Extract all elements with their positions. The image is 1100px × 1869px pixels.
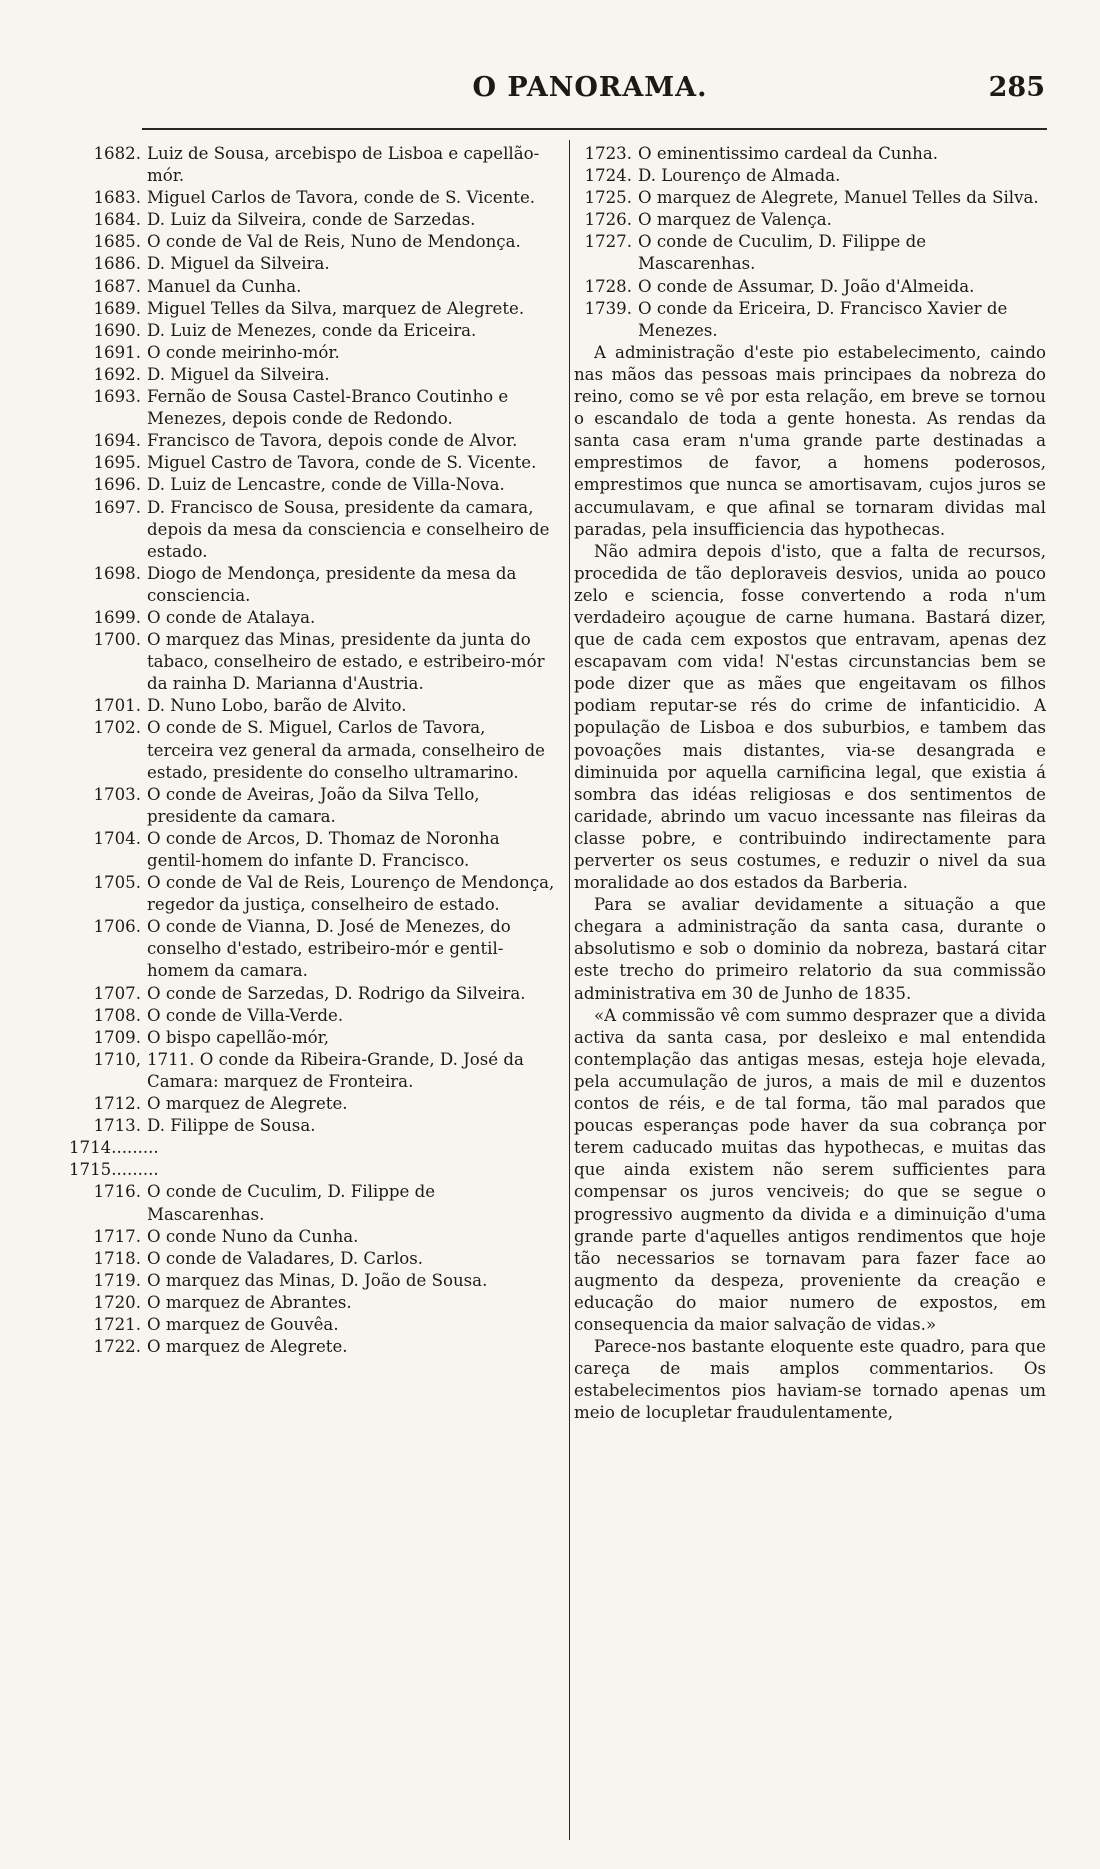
list-entry [574, 209, 1046, 231]
entry-year: 1696. [93, 475, 141, 495]
entry-year: 1699. [93, 607, 141, 627]
entry-year: 1712. [93, 1094, 141, 1114]
entry-text: Diogo de Mendonça, presidente da mesa da consciencia. [147, 563, 517, 605]
list-entry [69, 320, 557, 342]
entry-text: 1711. O conde da Ribeira-Grande, D. José da Camara: marquez de Fronteira. [147, 1049, 524, 1091]
list-entry [69, 474, 557, 496]
list-entry [574, 187, 1046, 209]
entry-year: 1724. [584, 166, 632, 186]
entry-year: 1717. [93, 1226, 141, 1246]
list-entry [69, 1159, 557, 1181]
entry-text: D. Miguel da Silveira. [147, 364, 330, 384]
body-paragraph: Parece-nos bastante eloquente este quadro, para que careça de mais amplos commentarios. Os estabelecimentos pios haviam-se tornado apenas um meio de locupletar fraudulentamente, [574, 1337, 1046, 1423]
entry-year: 1722. [93, 1337, 141, 1357]
entry-text: O marquez de Valença. [638, 210, 832, 230]
entry-text: D. Nuno Lobo, barão de Alvito. [147, 696, 407, 716]
header-rule [142, 128, 1047, 130]
entry-text: Miguel Telles da Silva, marquez de Alegrete. [147, 298, 525, 318]
column-divider [569, 140, 570, 1840]
list-entry [69, 784, 557, 828]
entry-text: O conde de Arcos, D. Thomaz de Noronha gentil-homem do infante D. Francisco. [147, 828, 500, 870]
entry-text: O bispo capellão-mór, [147, 1027, 330, 1047]
entry-text: O conde de S. Miguel, Carlos de Tavora, terceira vez general da armada, conselheiro de estado, presidente do conselho ultramarino. [147, 718, 545, 782]
entry-year: 1707. [93, 983, 141, 1003]
entry-year: 1713. [93, 1116, 141, 1136]
entry-year: 1705. [93, 873, 141, 893]
entry-text: O marquez de Abrantes. [147, 1292, 352, 1312]
list-entry [69, 187, 557, 209]
list-entry [69, 209, 557, 231]
entry-text: O marquez de Alegrete. [147, 1094, 348, 1114]
list-entry [574, 165, 1046, 187]
body-paragraph: Não admira depois d'isto, que a falta de recursos, procedida de tão deploraveis desvios, unida ao pouco zelo e sciencia, fosse convertendo a roda n'um verdadeiro açougue de carne humana. Bastará dizer, que de cada cem expostos que entravam, apenas dez escapavam com vida! N'estas circunstancias bem se pode dizer que as mães que engeitavam os filhos podiam reputar-se rés do crime de infanticidio. A população de Lisboa e dos suburbios, e tambem das povoações mais distantes, via-se desangrada e diminuida por aquella carnificina legal, que existia á sombra das idéas religiosas e dos sentimentos de caridade, abrindo um vacuo incessante nas fileiras da classe pobre, e contribuindo indirectamente para perverter os seus costumes, e reduzir o nivel da sua moralidade ao dos estados da Barberia. [574, 541, 1046, 893]
entry-text: O conde de Villa-Verde. [147, 1005, 344, 1025]
entry-year: 1700. [93, 630, 141, 650]
list-entry [69, 1314, 557, 1336]
entry-year: 1690. [93, 320, 141, 340]
list-entry [574, 231, 1046, 275]
list-entry [69, 1027, 557, 1049]
entry-year: 1682. [93, 144, 141, 163]
body-paragraph: «A commissão vê com summo desprazer que a divida activa da santa casa, por desleixo e mal entendida contemplação das antigas mesas, esteja hoje elevada, pela accumulação de juros, a mais de mil e duzentos contos de réis, e de tal forma, tão mal parados que poucas esperanças pode haver da sua cobrança por terem caducado muitas das hypothecas, e muitas das que ainda existem não serem sufficientes para compensar os juros venciveis; do que se segue o progressivo augmento da divida e a diminuição d'uma grande parte d'aquelles antigos rendimentos que hoje tão necessarios se tornavam para fazer face ao augmento da despeza, proveniente da creação e educação do maior numero de expostos, em consequencia da maior salvação de vidas.» [574, 1005, 1046, 1334]
entry-year: 1692. [93, 364, 141, 384]
entry-text: O marquez de Gouvêa. [147, 1314, 339, 1334]
entry-year: 1703. [93, 784, 141, 804]
list-entry [69, 1270, 557, 1292]
list-entry [69, 497, 557, 563]
entry-text: O conde meirinho-mór. [147, 342, 340, 362]
entry-text: O conde de Sarzedas, D. Rodrigo da Silveira. [147, 983, 526, 1003]
entry-text: Miguel Carlos de Tavora, conde de S. Vicente. [147, 188, 536, 208]
list-entry [574, 298, 1046, 342]
list-entry [69, 1181, 557, 1225]
list-entry [69, 143, 557, 187]
list-entry [69, 1137, 557, 1159]
entry-year: 1723. [584, 144, 632, 163]
entry-year: 1727. [584, 232, 632, 252]
entry-text: D. Luiz da Silveira, conde de Sarzedas. [147, 210, 476, 230]
list-entry [69, 695, 557, 717]
entry-year: 1720. [93, 1292, 141, 1312]
right-column-list [574, 143, 1046, 342]
entry-text: D. Francisco de Sousa, presidente da camara, depois da mesa da consciencia e conselheiro de estado. [147, 497, 550, 561]
list-entry [69, 364, 557, 386]
list-entry [69, 1336, 557, 1358]
list-entry [69, 872, 557, 916]
entry-year: 1709. [93, 1027, 141, 1047]
entry-year: 1726. [584, 210, 632, 230]
entry-year: 1716. [93, 1182, 141, 1202]
list-entry [69, 276, 557, 298]
body-paragraph: Para se avaliar devidamente a situação a que chegara a administração da santa casa, durante o absolutismo e sob o dominio da nobreza, bastará citar este trecho do primeiro relatorio da sua commissão administrativa em 30 de Junho de 1835. [574, 895, 1046, 1003]
list-entry [69, 430, 557, 452]
page-number: 285 [988, 72, 1045, 103]
entry-text: O conde Nuno da Cunha. [147, 1226, 359, 1246]
entry-text: D. Luiz de Lencastre, conde de Villa-Nova. [147, 475, 505, 495]
entry-year: 1718. [93, 1248, 141, 1268]
entry-text: Francisco de Tavora, depois conde de Alvor. [147, 431, 518, 451]
list-entry [69, 386, 557, 430]
right-column [574, 143, 1046, 1424]
entry-text: O eminentissimo cardeal da Cunha. [638, 144, 939, 163]
entry-text: O marquez das Minas, D. João de Sousa. [147, 1270, 488, 1290]
list-entry [69, 1248, 557, 1270]
entry-year: 1739. [584, 298, 632, 318]
list-entry [69, 607, 557, 629]
body-paragraph: A administração d'este pio estabelecimento, caindo nas mãos das pessoas mais principaes da nobreza do reino, como se vê por esta relação, em breve se tornou o escandalo de toda a gente honesta. As rendas da santa casa eram n'uma grande parte destinadas a emprestimos de favor, a homens poderosos, emprestimos que nunca se amortisavam, cujos juros se accumulavam, e que afinal se tornaram dividas mal paradas, pela insufficiencia das hypothecas. [574, 342, 1046, 539]
entry-year: 1710, [93, 1049, 141, 1069]
entry-text: O conde de Cuculim, D. Filippe de Mascarenhas. [638, 232, 927, 274]
list-entry [69, 717, 557, 783]
entry-text: D. Filippe de Sousa. [147, 1116, 316, 1136]
list-entry [69, 563, 557, 607]
list-entry [69, 1226, 557, 1248]
list-entry [69, 298, 557, 320]
entry-year: 1691. [93, 342, 141, 362]
entry-text: O conde de Vianna, D. José de Menezes, do conselho d'estado, estribeiro-mór e gentil-homem da camara. [147, 917, 511, 981]
entry-year: 1686. [93, 254, 141, 274]
list-entry [69, 1005, 557, 1027]
entry-text: D. Lourenço de Almada. [638, 166, 841, 186]
entry-year: 1689. [93, 298, 141, 318]
entry-text: O conde de Val de Reis, Nuno de Mendonça. [147, 232, 521, 252]
list-entry [69, 1115, 557, 1137]
list-entry [69, 253, 557, 275]
entry-text: 1714......... [69, 1138, 159, 1158]
list-entry [69, 452, 557, 474]
entry-text: O marquez de Alegrete, Manuel Telles da Silva. [638, 188, 1039, 208]
entry-text: Fernão de Sousa Castel-Branco Coutinho e Menezes, depois conde de Redondo. [147, 387, 509, 429]
list-entry [69, 983, 557, 1005]
journal-title: O PANORAMA. [472, 72, 708, 103]
entry-year: 1719. [93, 1270, 141, 1290]
entry-text: D. Luiz de Menezes, conde da Ericeira. [147, 320, 477, 340]
entry-year: 1685. [93, 232, 141, 252]
list-entry [69, 231, 557, 253]
entry-text: 1715......... [69, 1160, 159, 1180]
entry-year: 1698. [93, 563, 141, 583]
entry-text: O conde da Ericeira, D. Francisco Xavier de Menezes. [638, 298, 1008, 340]
entry-text: O conde de Cuculim, D. Filippe de Mascarenhas. [147, 1182, 436, 1224]
left-column [69, 143, 557, 1358]
list-entry [69, 629, 557, 695]
entry-text: O conde de Assumar, D. João d'Almeida. [638, 276, 975, 296]
list-entry [69, 1049, 557, 1093]
entry-year: 1704. [93, 828, 141, 848]
entry-text: Manuel da Cunha. [147, 276, 302, 296]
entry-year: 1728. [584, 276, 632, 296]
entry-year: 1693. [93, 387, 141, 407]
entry-text: D. Miguel da Silveira. [147, 254, 330, 274]
entry-year: 1687. [93, 276, 141, 296]
entry-year: 1684. [93, 210, 141, 230]
entry-year: 1708. [93, 1005, 141, 1025]
entry-text: O conde de Aveiras, João da Silva Tello, presidente da camara. [147, 784, 480, 826]
entry-text: O marquez de Alegrete. [147, 1337, 348, 1357]
list-entry [574, 143, 1046, 165]
list-entry [574, 276, 1046, 298]
entry-year: 1697. [93, 497, 141, 517]
article-body [574, 342, 1046, 1425]
list-entry [69, 1093, 557, 1115]
entry-year: 1702. [93, 718, 141, 738]
entry-text: O conde de Val de Reis, Lourenço de Mendonça, regedor da justiça, conselheiro de estado. [147, 873, 555, 915]
list-entry [69, 828, 557, 872]
page-header [135, 72, 1045, 112]
entry-year: 1695. [93, 453, 141, 473]
list-entry [69, 1292, 557, 1314]
list-entry [69, 916, 557, 982]
entry-year: 1725. [584, 188, 632, 208]
list-entry [69, 342, 557, 364]
entry-text: O conde de Atalaya. [147, 607, 316, 627]
entry-year: 1706. [93, 917, 141, 937]
entry-text: Miguel Castro de Tavora, conde de S. Vicente. [147, 453, 537, 473]
entry-year: 1721. [93, 1314, 141, 1334]
entry-year: 1694. [93, 431, 141, 451]
entry-text: O conde de Valadares, D. Carlos. [147, 1248, 424, 1268]
entry-text: Luiz de Sousa, arcebispo de Lisboa e capellão-mór. [147, 144, 540, 186]
entry-year: 1683. [93, 188, 141, 208]
entry-year: 1701. [93, 696, 141, 716]
entry-text: O marquez das Minas, presidente da junta do tabaco, conselheiro de estado, e estribeiro-mór da rainha D. Marianna d'Austria. [147, 630, 545, 694]
